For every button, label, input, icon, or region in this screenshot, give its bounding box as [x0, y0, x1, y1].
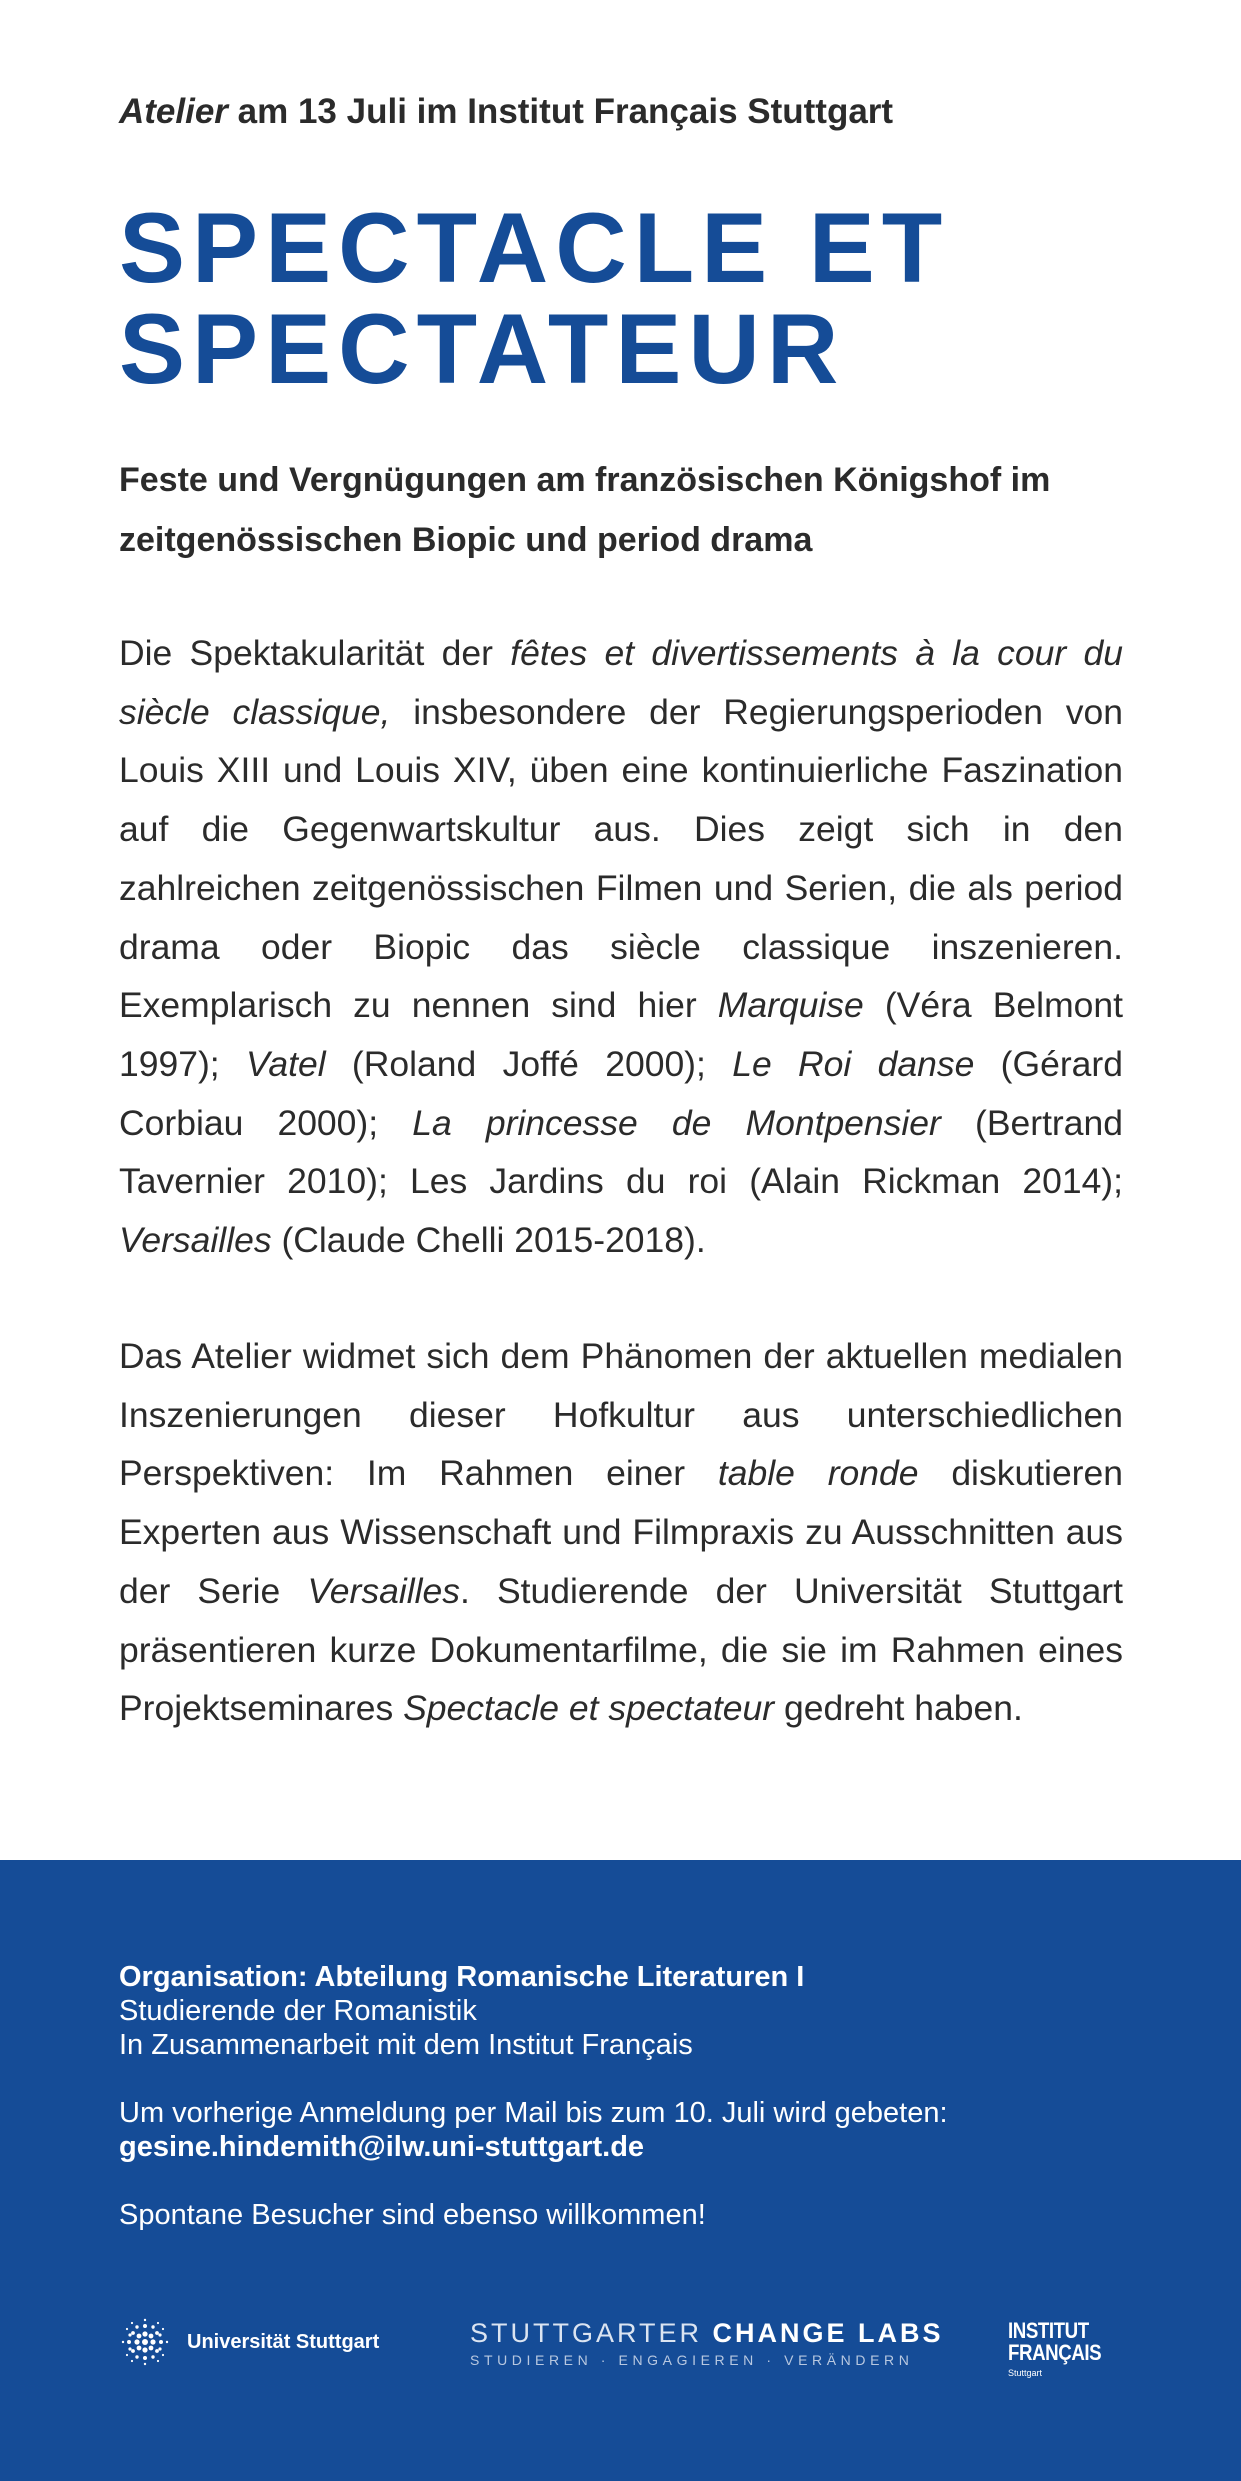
event-intro [119, 92, 893, 132]
subtitle-line-1: Feste und Vergnügungen am französischen Königshof im [119, 461, 1051, 499]
organisation-line-3: In Zusammenarbeit mit dem Institut Français [119, 2029, 693, 2061]
film-title: Le Roi danse [732, 1043, 975, 1084]
registration-note: Um vorherige Anmeldung per Mail bis zum 10. Juli wird gebeten: [119, 2097, 948, 2129]
change-labs-title [470, 2318, 944, 2349]
page-title [119, 192, 950, 404]
series-title: Versailles [307, 1570, 461, 1611]
change-labs-bold: CHANGE LABS [712, 2318, 944, 2348]
italic-run: table ronde [717, 1453, 919, 1494]
text-run: (Véra Belmont 1997); [119, 985, 1123, 1084]
text-run: insbesondere der Regierungsperioden von Louis XIII und Louis XIV, üben eine kontinuierliche Faszination auf die Gegenwartskultur aus. Dies zeigt sich in den zahlreichen zeitgenössischen Filmen und Serien, die als period drama oder Biopic das siècle classique inszenieren. Exemplarisch zu nennen sind hier [119, 691, 1124, 1026]
text-run: Das Atelier widmet sich dem Phänomen der aktuellen medialen Inszenierungen dieser Hofkultur aus unterschiedlichen Perspektiven: Im Rahmen einer [119, 1336, 1123, 1494]
change-labs-light: STUTTGARTER [470, 2318, 713, 2348]
footer-band [0, 1860, 1241, 2481]
film-title: La princesse de Montpensier [412, 1102, 941, 1143]
text-run: . Studierende der Universität Stuttgart präsentieren kurze Dokumentarfilme, die sie im Rahmen eines Projektseminares [119, 1570, 1123, 1729]
paragraph-atelier [119, 1327, 1123, 1738]
partner-logos [0, 2310, 1241, 2420]
institut-line-1: INSTITUT [1008, 2318, 1089, 2343]
contact-email-link[interactable]: gesine.hindemith@ilw.uni-stuttgart.de [119, 2131, 645, 2163]
welcome-note: Spontane Besucher sind ebenso willkommen! [119, 2199, 706, 2231]
italic-run: fêtes et divertissements à la cour du siècle classique, [119, 633, 1123, 732]
text-run: Die Spektakularität der [119, 633, 511, 673]
institut-city: Stuttgart [1008, 2368, 1043, 2378]
footer-info [119, 1960, 948, 2232]
title-line-1: SPECTACLE ET [119, 192, 950, 303]
title-line-2: SPECTATEUR [119, 293, 846, 404]
university-logo[interactable] [119, 2316, 379, 2368]
series-title: Versailles [119, 1220, 272, 1261]
text-run: (Claude Chelli 2015-2018). [271, 1220, 706, 1261]
film-title: Vatel [245, 1043, 326, 1084]
organisation-line: Organisation: Abteilung Romanische Literaturen I [119, 1961, 805, 1993]
change-labs-logo[interactable] [470, 2318, 944, 2368]
intro-text: am 13 Juli im Institut Français Stuttgart [227, 92, 894, 131]
institut-line-2: FRANÇAIS [1008, 2340, 1102, 2365]
intro-italic: Atelier [119, 92, 228, 131]
text-run: (Roland Joffé 2000); [325, 1043, 733, 1084]
subtitle [119, 450, 1129, 570]
paragraph-description [119, 624, 1123, 1270]
university-dot-globe-icon [119, 2316, 171, 2368]
text-run: (Bertrand Tavernier 2010); Les Jardins du roi (Alain Rickman 2014); [119, 1102, 1123, 1202]
institut-francais-logo[interactable] [1008, 2320, 1118, 2378]
italic-run: Spectacle et spectateur [403, 1688, 775, 1729]
text-run: diskutieren Experten aus Wissenschaft und Filmpraxis zu Ausschnitten aus der Serie [119, 1453, 1123, 1611]
text-run: gedreht haben. [774, 1688, 1023, 1729]
film-title: Marquise [717, 985, 864, 1026]
text-run: (Gérard Corbiau 2000); [119, 1043, 1123, 1143]
change-labs-tagline: STUDIEREN · ENGAGIEREN · VERÄNDERN [470, 2352, 914, 2368]
subtitle-line-2: zeitgenössischen Biopic und period drama [119, 521, 813, 559]
university-name: Universität Stuttgart [187, 2330, 380, 2353]
organisation-line-2: Studierende der Romanistik [119, 1995, 477, 2027]
